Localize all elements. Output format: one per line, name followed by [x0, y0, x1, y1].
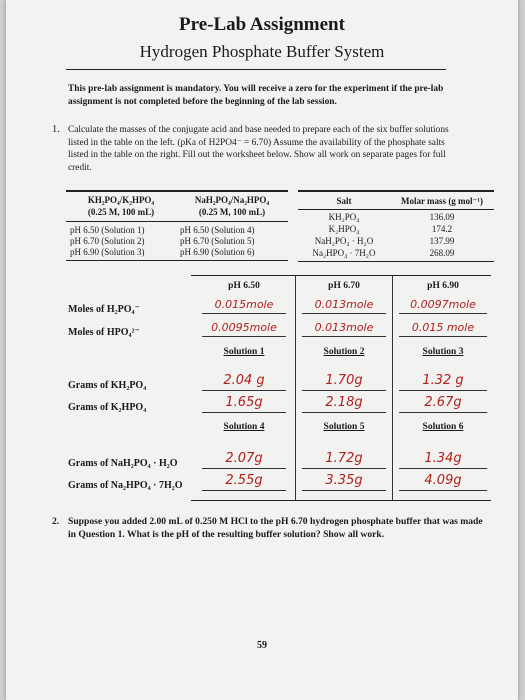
answer-underline — [399, 490, 487, 491]
answer-underline — [399, 468, 487, 469]
q2-number: 2. — [52, 516, 60, 527]
answer-underline — [202, 468, 286, 469]
mandatory-notice — [68, 83, 508, 108]
q1-line: Calculate the masses of the conjugate acid and base needed to prepare each of the six buffer solutions — [68, 125, 449, 135]
q1-line: listed in the table on the right. Fill out the worksheet below. Show all work on separate pages for full — [68, 150, 446, 160]
q2-text — [68, 516, 508, 541]
solution-3-row: pH 6.90 (Solution 3) — [70, 247, 145, 257]
answer-underline — [202, 490, 286, 491]
worksheet-top-rule — [191, 275, 491, 276]
handwritten-answer: 2.67g — [424, 395, 462, 410]
solution-4-row: pH 6.50 (Solution 4) — [180, 225, 255, 235]
salt-column-header: Salt — [336, 196, 352, 206]
answer-underline — [302, 468, 386, 469]
ph-column-header: pH 6.90 — [427, 281, 459, 291]
answer-underline — [202, 313, 286, 314]
answer-underline — [399, 313, 487, 314]
salts-table-header-rule — [298, 209, 494, 210]
handwritten-answer: 1.70g — [325, 373, 363, 388]
q2-line-1: Suppose you added 2.00 mL of 0.250 M HCl to the pH 6.70 hydrogen phosphate buffer that was made — [68, 516, 483, 527]
handwritten-answer: 2.07g — [225, 451, 263, 466]
kh2po4-column-subheader: (0.25 M, 100 mL) — [87, 207, 155, 217]
handwritten-answer: 1.32 g — [422, 373, 464, 388]
grams-nah2po4-label: Grams of NaH₂PO₄ · H₂O — [68, 458, 178, 469]
salt-name: K₂HPO₄ — [328, 224, 360, 234]
answer-underline — [302, 336, 386, 337]
page-number: 59 — [257, 640, 267, 651]
nah2po4-column-subheader: (0.25 M, 100 mL) — [198, 207, 266, 217]
solution-label: Solution 1 — [223, 347, 265, 357]
grams-k2hpo4-label: Grams of K₂HPO₄ — [68, 402, 147, 413]
notice-line-1: This pre-lab assignment is mandatory. You will receive a zero for the experiment if the pre-lab — [68, 84, 444, 94]
answer-underline — [399, 412, 487, 413]
solution-6-row: pH 6.90 (Solution 6) — [180, 247, 255, 257]
answer-underline — [302, 412, 386, 413]
handwritten-answer: 0.013mole — [314, 298, 374, 311]
notice-line-2: assignment is not completed before the beginning of the lab session. — [68, 96, 337, 107]
molar-mass-value: 174.2 — [431, 224, 453, 234]
grams-na2hpo4-label: Grams of Na₂HPO₄ · 7H₂O — [68, 480, 183, 491]
handwritten-answer: 2.04 g — [223, 373, 265, 388]
worksheet-bottom-rule — [191, 500, 491, 501]
solution-label: Solution 2 — [323, 347, 365, 357]
answer-underline — [399, 390, 487, 391]
solution-5-row: pH 6.70 (Solution 5) — [180, 236, 255, 246]
handwritten-answer: 0.015 mole — [411, 321, 475, 334]
answer-underline — [202, 336, 286, 337]
salt-name: NaH₂PO₄ · H₂O — [314, 236, 374, 246]
salts-table-bottom-rule — [298, 261, 494, 262]
handwritten-answer: 0.0097mole — [410, 298, 476, 311]
salts-table-top-rule — [298, 190, 494, 192]
ph-column-header: pH 6.50 — [228, 281, 260, 291]
molar-mass-value: 137.99 — [429, 236, 455, 246]
handwritten-answer: 2.55g — [225, 473, 263, 488]
worksheet-column-divider — [295, 275, 296, 500]
answer-underline — [302, 490, 386, 491]
moles-hpo4-label: Moles of HPO₄²⁻ — [68, 327, 140, 338]
molar-mass-column-header: Molar mass (g mol⁻¹) — [400, 196, 484, 206]
handwritten-answer: 1.72g — [325, 451, 363, 466]
page-subtitle: Hydrogen Phosphate Buffer System — [139, 42, 385, 61]
handwritten-answer: 2.18g — [325, 395, 363, 410]
handwritten-answer: 4.09g — [424, 473, 462, 488]
salt-name: Na₂HPO₄ · 7H₂O — [312, 248, 376, 258]
worksheet-page — [6, 0, 518, 700]
q2-line-2: in Question 1. What is the pH of the resulting buffer solution? Show all work. — [68, 528, 385, 540]
moles-h2po4-label: Moles of H₂PO₄⁻ — [68, 304, 140, 315]
handwritten-answer: 1.65g — [225, 395, 263, 410]
solution-label: Solution 4 — [223, 422, 265, 432]
solution-2-row: pH 6.70 (Solution 2) — [70, 236, 145, 246]
answer-underline — [202, 412, 286, 413]
handwritten-answer: 0.0095mole — [211, 321, 277, 334]
answer-underline — [399, 336, 487, 337]
answer-underline — [302, 313, 386, 314]
molar-mass-value: 268.09 — [429, 248, 455, 258]
handwritten-answer: 1.34g — [424, 451, 462, 466]
ph-column-header: pH 6.70 — [328, 281, 360, 291]
answer-underline — [202, 390, 286, 391]
q1-text — [68, 124, 508, 174]
worksheet-column-divider — [392, 275, 393, 500]
q1-number: 1. — [52, 124, 60, 135]
title-divider — [66, 69, 446, 70]
solution-1-row: pH 6.50 (Solution 1) — [70, 225, 145, 235]
solutions-table-header-rule — [66, 221, 288, 222]
grams-kh2po4-label: Grams of KH₂PO₄ — [68, 380, 147, 391]
page-title: Pre-Lab Assignment — [179, 14, 345, 35]
answer-underline — [302, 390, 386, 391]
handwritten-answer: 0.015mole — [214, 298, 274, 311]
salt-name: KH₂PO₄ — [328, 212, 360, 222]
molar-mass-value: 136.09 — [429, 212, 455, 222]
solutions-table-bottom-rule — [66, 260, 288, 261]
solution-label: Solution 3 — [422, 347, 464, 357]
solution-label: Solution 5 — [323, 422, 365, 432]
q1-line: listed in the table on the left. (pKa of H2PO4⁻ = 6.70) Assume the availability of the phosphate salts — [68, 137, 445, 148]
handwritten-answer: 0.013mole — [314, 321, 374, 334]
solution-label: Solution 6 — [422, 422, 464, 432]
q1-line: credit. — [68, 162, 92, 173]
nah2po4-column-header: NaH₂PO₄/Na₂HPO₄ — [194, 195, 270, 205]
kh2po4-column-header: KH₂PO₄/K₂HPO₄ — [87, 195, 155, 205]
handwritten-answer: 3.35g — [325, 473, 363, 488]
solutions-table-top-rule — [66, 190, 288, 192]
